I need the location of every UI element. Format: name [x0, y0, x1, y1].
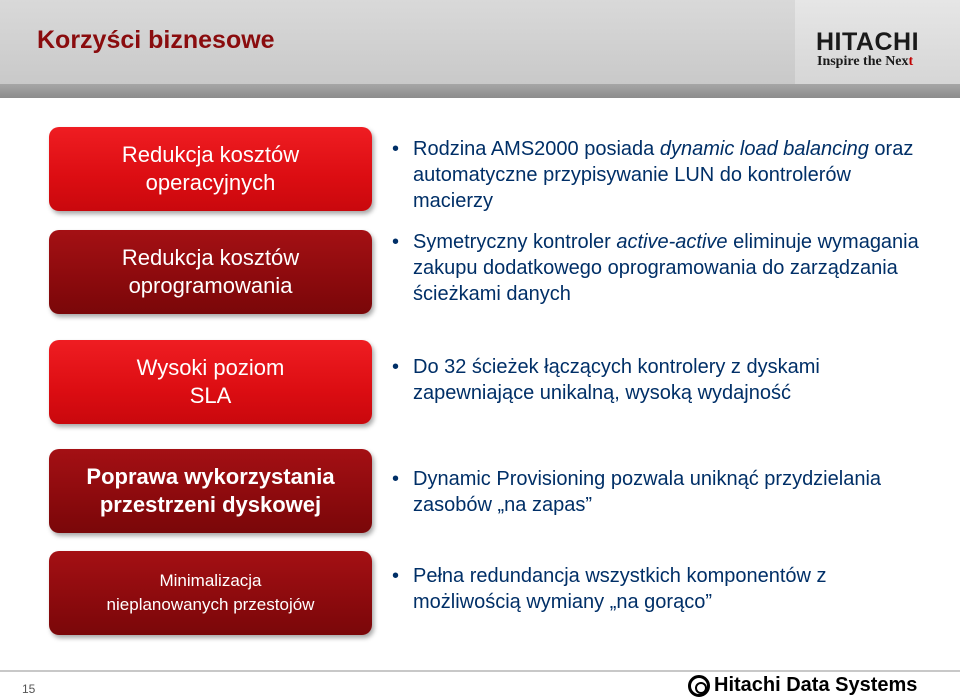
bullet-emphasis: active-active [616, 231, 728, 253]
badge-line: Redukcja kosztów [121, 245, 300, 270]
badge-line: Wysoki poziom [136, 355, 285, 380]
badge-text [137, 354, 285, 410]
badge-text [122, 141, 299, 197]
bullet-item [392, 563, 932, 615]
bullet-dot-icon: • [392, 468, 400, 490]
bullet-group-2 [392, 229, 932, 307]
bullet-group-1 [392, 136, 932, 214]
hitachi-logo [798, 18, 950, 78]
bullet-text: Rodzina AMS2000 posiada [413, 138, 660, 160]
bullet-text: Dynamic Provisioning pozwala uniknąć przydzielania zasobów „na zapas” [413, 468, 882, 516]
bullet-text: eliminuje wymagania zakupu dodatkowego oprogramowania do zarządzania ścieżkami danych [413, 231, 919, 305]
badge-text [122, 244, 299, 300]
badge-line: Minimalizacja [159, 571, 262, 590]
badge-text [86, 463, 334, 519]
hds-logo [688, 674, 917, 697]
badge-line: Poprawa wykorzystania [86, 464, 335, 489]
bullet-dot-icon: • [392, 231, 400, 253]
badge-line: Redukcja kosztów [121, 142, 300, 167]
badge-line: oprogramowania [128, 273, 293, 298]
bullet-item [392, 354, 932, 406]
badge-line: nieplanowanych przestojów [106, 595, 315, 614]
badge-sla [49, 340, 372, 424]
header-bar [0, 0, 960, 84]
badge-downtime [49, 551, 372, 635]
badge-text [107, 569, 315, 617]
footer-divider [0, 670, 960, 672]
hitachi-logo-tagline [817, 54, 913, 70]
bullet-text: Symetryczny kontroler [413, 231, 617, 253]
bullet-group-4 [392, 466, 932, 518]
badge-line: SLA [189, 383, 232, 408]
badge-disk-utilization [49, 449, 372, 533]
badge-software-costs [49, 230, 372, 314]
bullet-dot-icon: • [392, 138, 400, 160]
bullet-item [392, 136, 932, 214]
slide-title: Korzyści biznesowe [37, 26, 275, 54]
hds-emblem-icon [688, 675, 710, 697]
bullet-item [392, 229, 932, 307]
badge-line: przestrzeni dyskowej [99, 492, 322, 517]
tagline-main: Inspire the Nex [817, 54, 909, 69]
hitachi-logo-wordmark: HITACHI [816, 28, 920, 56]
tagline-accent: t [908, 54, 914, 69]
bullet-text: oraz automatyczne przypisywanie LUN do kontrolerów macierzy [413, 138, 914, 212]
bullet-dot-icon: • [392, 565, 400, 587]
page-number: 15 [22, 682, 36, 696]
header-divider [0, 84, 960, 98]
bullet-dot-icon: • [392, 356, 400, 378]
bullet-emphasis: dynamic load balancing [659, 138, 869, 160]
bullet-text: Do 32 ścieżek łączących kontrolery z dyskami zapewniające unikalną, wysoką wydajność [413, 356, 820, 404]
bullet-group-5 [392, 563, 932, 615]
hds-wordmark: Hitachi Data Systems [714, 674, 918, 696]
badge-operational-costs [49, 127, 372, 211]
bullet-group-3 [392, 354, 932, 406]
badge-line: operacyjnych [145, 170, 276, 195]
bullet-item [392, 466, 932, 518]
bullet-text: Pełna redundancja wszystkich komponentów z możliwością wymiany „na gorąco” [413, 565, 827, 613]
